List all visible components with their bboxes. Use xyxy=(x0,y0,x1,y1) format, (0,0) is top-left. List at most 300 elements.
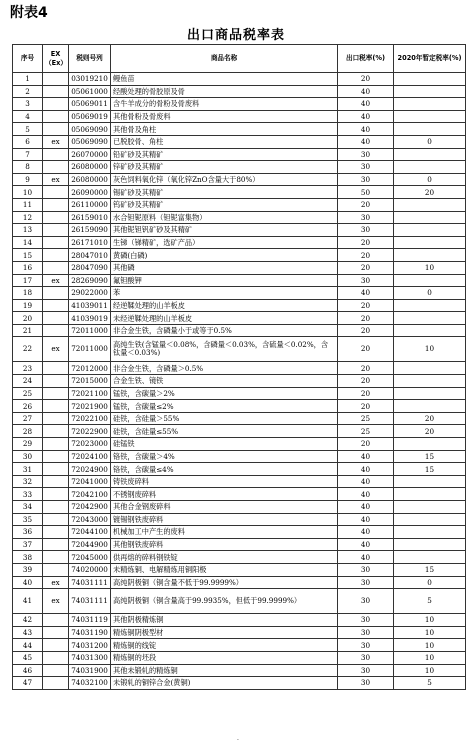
row-ex-flag xyxy=(43,400,69,413)
row-tariff-code: 29022000 xyxy=(69,287,111,300)
row-export-rate: 40 xyxy=(338,513,394,526)
row-ex-flag xyxy=(43,463,69,476)
tax-rate-table xyxy=(12,44,466,690)
table-row xyxy=(13,186,466,199)
row-tariff-code: 05061000 xyxy=(69,85,111,98)
row-export-rate: 30 xyxy=(338,576,394,589)
header-tariff-code: 税则号列 xyxy=(69,45,111,73)
row-tariff-code: 26080000 xyxy=(69,161,111,174)
row-index: 25 xyxy=(13,387,43,400)
table-row xyxy=(13,135,466,148)
row-tariff-code: 72011000 xyxy=(69,324,111,337)
row-index: 5 xyxy=(13,123,43,136)
row-product-name: 铬铁，含碳量＞4% xyxy=(111,450,338,463)
row-export-rate: 40 xyxy=(338,551,394,564)
row-index: 7 xyxy=(13,148,43,161)
row-product-name: 硅铁，含硅量＞55% xyxy=(111,412,338,425)
row-product-name: 供再熔的碎料钢铁锭 xyxy=(111,551,338,564)
row-ex-flag xyxy=(43,236,69,249)
row-export-rate: 40 xyxy=(338,450,394,463)
row-index: 20 xyxy=(13,312,43,325)
row-tariff-code: 28047090 xyxy=(69,261,111,274)
row-tariff-code: 72042100 xyxy=(69,488,111,501)
row-ex-flag xyxy=(43,614,69,627)
row-export-rate: 30 xyxy=(338,148,394,161)
row-tariff-code: 41039011 xyxy=(69,299,111,312)
row-export-rate: 40 xyxy=(338,501,394,514)
row-export-rate: 40 xyxy=(338,123,394,136)
row-export-rate: 20 xyxy=(338,236,394,249)
row-tariff-code: 74031300 xyxy=(69,651,111,664)
table-row xyxy=(13,362,466,375)
row-index: 45 xyxy=(13,651,43,664)
row-product-name: 硅铁，含硅量≤55% xyxy=(111,425,338,438)
header-ex: EX（Ex） xyxy=(43,45,69,73)
table-row xyxy=(13,463,466,476)
row-tariff-code: 41039019 xyxy=(69,312,111,325)
row-product-name: 锰铁，含碳量≤2% xyxy=(111,400,338,413)
row-product-name: 非合金生铁，含磷量小于或等于0.5% xyxy=(111,324,338,337)
row-product-name: 锰铁，含碳量＞2% xyxy=(111,387,338,400)
row-provisional-rate xyxy=(394,85,466,98)
row-provisional-rate xyxy=(394,488,466,501)
row-export-rate: 20 xyxy=(338,198,394,211)
table-row xyxy=(13,211,466,224)
row-index: 36 xyxy=(13,526,43,539)
row-ex-flag xyxy=(43,412,69,425)
row-provisional-rate: 10 xyxy=(394,626,466,639)
row-index: 21 xyxy=(13,324,43,337)
row-export-rate: 25 xyxy=(338,412,394,425)
row-export-rate: 20 xyxy=(338,312,394,325)
row-product-name: 其他阴极精炼铜 xyxy=(111,614,338,627)
row-index: 1 xyxy=(13,73,43,86)
row-tariff-code: 74031119 xyxy=(69,614,111,627)
table-row xyxy=(13,563,466,576)
row-tariff-code: 74031200 xyxy=(69,639,111,652)
table-row xyxy=(13,324,466,337)
table-row xyxy=(13,400,466,413)
row-ex-flag xyxy=(43,362,69,375)
row-provisional-rate xyxy=(394,526,466,539)
table-row xyxy=(13,438,466,451)
row-ex-flag xyxy=(43,639,69,652)
row-provisional-rate xyxy=(394,513,466,526)
row-ex-flag xyxy=(43,551,69,564)
table-row xyxy=(13,123,466,136)
row-tariff-code: 05069090 xyxy=(69,123,111,136)
row-export-rate: 30 xyxy=(338,639,394,652)
row-tariff-code: 72022900 xyxy=(69,425,111,438)
row-index: 34 xyxy=(13,501,43,514)
row-tariff-code: 74031190 xyxy=(69,626,111,639)
row-export-rate: 40 xyxy=(338,85,394,98)
row-ex-flag xyxy=(43,488,69,501)
row-ex-flag xyxy=(43,123,69,136)
row-export-rate: 40 xyxy=(338,538,394,551)
row-index: 19 xyxy=(13,299,43,312)
row-index: 30 xyxy=(13,450,43,463)
row-product-name: 氟钽酸钾 xyxy=(111,274,338,287)
row-index: 16 xyxy=(13,261,43,274)
row-product-name: 高纯阴极铜（铜含量高于99.9935%，但低于99.9999%） xyxy=(111,589,338,614)
row-provisional-rate: 20 xyxy=(394,186,466,199)
row-product-name: 水合钽铌原料（钽铌富集物） xyxy=(111,211,338,224)
row-product-name: 铸铁废碎料 xyxy=(111,475,338,488)
row-export-rate: 30 xyxy=(338,626,394,639)
row-product-name: 灰色饲料氧化锌（氧化锌ZnO含量大于80%） xyxy=(111,173,338,186)
row-ex-flag xyxy=(43,677,69,690)
row-export-rate: 20 xyxy=(338,362,394,375)
table-row xyxy=(13,110,466,123)
row-index: 37 xyxy=(13,538,43,551)
row-tariff-code: 72012000 xyxy=(69,362,111,375)
row-product-name: 钨矿砂及其精矿 xyxy=(111,198,338,211)
row-ex-flag xyxy=(43,249,69,262)
row-product-name: 精炼铜的坯段 xyxy=(111,651,338,664)
table-row xyxy=(13,651,466,664)
row-index: 2 xyxy=(13,85,43,98)
row-product-name: 经逆鞣处理的山羊板皮 xyxy=(111,299,338,312)
table-row xyxy=(13,375,466,388)
row-export-rate: 40 xyxy=(338,475,394,488)
row-export-rate: 40 xyxy=(338,287,394,300)
row-index: 35 xyxy=(13,513,43,526)
row-provisional-rate: 5 xyxy=(394,677,466,690)
row-index: 11 xyxy=(13,198,43,211)
row-ex-flag xyxy=(43,651,69,664)
row-ex-flag xyxy=(43,526,69,539)
row-export-rate: 20 xyxy=(338,375,394,388)
table-row xyxy=(13,85,466,98)
row-tariff-code: 72021100 xyxy=(69,387,111,400)
row-product-name: 其他未锻轧的精炼铜 xyxy=(111,664,338,677)
row-tariff-code: 26159090 xyxy=(69,224,111,237)
row-provisional-rate xyxy=(394,299,466,312)
row-provisional-rate: 15 xyxy=(394,463,466,476)
row-ex-flag xyxy=(43,85,69,98)
row-index: 44 xyxy=(13,639,43,652)
row-product-name: 高纯阴极铜（铜含量不低于99.9999%） xyxy=(111,576,338,589)
row-tariff-code: 72044900 xyxy=(69,538,111,551)
row-ex-flag xyxy=(43,198,69,211)
table-row xyxy=(13,589,466,614)
row-index: 41 xyxy=(13,589,43,614)
row-index: 33 xyxy=(13,488,43,501)
row-provisional-rate xyxy=(394,501,466,514)
table-row xyxy=(13,236,466,249)
row-product-name: 铅矿砂及其精矿 xyxy=(111,148,338,161)
row-ex-flag xyxy=(43,664,69,677)
row-provisional-rate: 15 xyxy=(394,450,466,463)
row-provisional-rate: 15 xyxy=(394,563,466,576)
row-ex-flag xyxy=(43,475,69,488)
row-ex-flag xyxy=(43,513,69,526)
row-product-name: 其他钢铁废碎料 xyxy=(111,538,338,551)
row-export-rate: 30 xyxy=(338,651,394,664)
row-provisional-rate: 10 xyxy=(394,614,466,627)
row-export-rate: 30 xyxy=(338,161,394,174)
row-ex-flag xyxy=(43,261,69,274)
row-product-name: 未经逆鞣处理的山羊板皮 xyxy=(111,312,338,325)
row-ex-flag xyxy=(43,438,69,451)
row-index: 38 xyxy=(13,551,43,564)
row-export-rate: 30 xyxy=(338,563,394,576)
row-tariff-code: 74032100 xyxy=(69,677,111,690)
row-export-rate: 40 xyxy=(338,463,394,476)
row-tariff-code: 26110000 xyxy=(69,198,111,211)
row-index: 3 xyxy=(13,98,43,111)
row-index: 23 xyxy=(13,362,43,375)
row-export-rate: 20 xyxy=(338,400,394,413)
row-ex-flag xyxy=(43,110,69,123)
table-row xyxy=(13,488,466,501)
row-export-rate: 20 xyxy=(338,73,394,86)
row-tariff-code: 74031111 xyxy=(69,589,111,614)
row-ex-flag xyxy=(43,73,69,86)
row-index: 18 xyxy=(13,287,43,300)
row-product-name: 机械加工中产生的废料 xyxy=(111,526,338,539)
row-tariff-code: 72024900 xyxy=(69,463,111,476)
table-row xyxy=(13,664,466,677)
row-provisional-rate: 0 xyxy=(394,135,466,148)
row-tariff-code: 74031111 xyxy=(69,576,111,589)
row-export-rate: 20 xyxy=(338,249,394,262)
row-ex-flag xyxy=(43,324,69,337)
row-index: 29 xyxy=(13,438,43,451)
table-row xyxy=(13,337,466,362)
table-row xyxy=(13,501,466,514)
table-row xyxy=(13,148,466,161)
row-index: 42 xyxy=(13,614,43,627)
row-index: 39 xyxy=(13,563,43,576)
table-row xyxy=(13,287,466,300)
table-row xyxy=(13,614,466,627)
table-row xyxy=(13,198,466,211)
row-tariff-code: 74020000 xyxy=(69,563,111,576)
row-tariff-code: 28269090 xyxy=(69,274,111,287)
row-tariff-code: 72042900 xyxy=(69,501,111,514)
row-provisional-rate xyxy=(394,123,466,136)
row-product-name: 合金生铁、镜铁 xyxy=(111,375,338,388)
row-product-name: 其他铌钽钒矿砂及其精矿 xyxy=(111,224,338,237)
row-product-name: 经酸处理的骨胶原及骨 xyxy=(111,85,338,98)
row-export-rate: 30 xyxy=(338,664,394,677)
row-index: 26 xyxy=(13,400,43,413)
table-row xyxy=(13,261,466,274)
row-ex-flag xyxy=(43,375,69,388)
row-product-name: 精炼铜阴极型材 xyxy=(111,626,338,639)
row-provisional-rate xyxy=(394,249,466,262)
row-ex-flag: ex xyxy=(43,589,69,614)
row-provisional-rate xyxy=(394,211,466,224)
row-ex-flag xyxy=(43,148,69,161)
table-row xyxy=(13,526,466,539)
row-export-rate: 20 xyxy=(338,299,394,312)
table-header-row xyxy=(13,45,466,73)
row-tariff-code: 26159010 xyxy=(69,211,111,224)
row-product-name: 未精炼铜、电解精炼用铜阳极 xyxy=(111,563,338,576)
row-product-name: 锌矿砂及其精矿 xyxy=(111,161,338,174)
row-product-name: 其他骨及角柱 xyxy=(111,123,338,136)
row-export-rate: 40 xyxy=(338,135,394,148)
row-provisional-rate xyxy=(394,375,466,388)
header-export-rate: 出口税率(%) xyxy=(338,45,394,73)
row-provisional-rate xyxy=(394,400,466,413)
row-ex-flag xyxy=(43,211,69,224)
row-tariff-code: 05069090 xyxy=(69,135,111,148)
row-ex-flag xyxy=(43,161,69,174)
row-tariff-code: 26090000 xyxy=(69,186,111,199)
table-row xyxy=(13,538,466,551)
row-product-name: 其他磷 xyxy=(111,261,338,274)
row-export-rate: 30 xyxy=(338,224,394,237)
table-row xyxy=(13,312,466,325)
row-tariff-code: 26070000 xyxy=(69,148,111,161)
row-provisional-rate xyxy=(394,387,466,400)
table-row xyxy=(13,639,466,652)
row-index: 4 xyxy=(13,110,43,123)
row-provisional-rate xyxy=(394,324,466,337)
row-ex-flag xyxy=(43,312,69,325)
row-index: 13 xyxy=(13,224,43,237)
row-ex-flag xyxy=(43,501,69,514)
row-product-name: 精炼铜的线锭 xyxy=(111,639,338,652)
row-tariff-code: 72022100 xyxy=(69,412,111,425)
row-product-name: 锡矿砂及其精矿 xyxy=(111,186,338,199)
row-ex-flag xyxy=(43,538,69,551)
row-ex-flag: ex xyxy=(43,135,69,148)
row-provisional-rate: 5 xyxy=(394,589,466,614)
table-row xyxy=(13,249,466,262)
row-provisional-rate xyxy=(394,312,466,325)
row-provisional-rate: 20 xyxy=(394,412,466,425)
row-export-rate: 30 xyxy=(338,614,394,627)
row-provisional-rate: 10 xyxy=(394,337,466,362)
row-export-rate: 20 xyxy=(338,324,394,337)
row-tariff-code: 05069011 xyxy=(69,98,111,111)
row-provisional-rate: 10 xyxy=(394,639,466,652)
row-ex-flag xyxy=(43,98,69,111)
table-row xyxy=(13,299,466,312)
row-index: 32 xyxy=(13,475,43,488)
row-export-rate: 30 xyxy=(338,274,394,287)
row-ex-flag xyxy=(43,626,69,639)
annex-label: 附表4 xyxy=(10,5,48,21)
header-index: 序号 xyxy=(13,45,43,73)
row-index: 31 xyxy=(13,463,43,476)
row-index: 28 xyxy=(13,425,43,438)
row-provisional-rate: 0 xyxy=(394,576,466,589)
row-export-rate: 30 xyxy=(338,589,394,614)
row-product-name: 含牛羊成分的骨粉及骨废料 xyxy=(111,98,338,111)
table-row xyxy=(13,224,466,237)
row-tariff-code: 03019210 xyxy=(69,73,111,86)
row-export-rate: 40 xyxy=(338,110,394,123)
row-provisional-rate: 10 xyxy=(394,261,466,274)
row-ex-flag xyxy=(43,224,69,237)
row-export-rate: 20 xyxy=(338,438,394,451)
row-tariff-code: 72011000 xyxy=(69,337,111,362)
header-product-name: 商品名称 xyxy=(111,45,338,73)
row-index: 46 xyxy=(13,664,43,677)
row-export-rate: 50 xyxy=(338,186,394,199)
row-product-name: 高纯生铁(含锰量＜0.08%，含磷量＜0.03%，含硫量＜0.02%，含钛量＜0.03%) xyxy=(111,337,338,362)
row-product-name: 生锑（锑精矿，选矿产品） xyxy=(111,236,338,249)
table-row xyxy=(13,677,466,690)
table-row xyxy=(13,274,466,287)
row-export-rate: 30 xyxy=(338,173,394,186)
row-provisional-rate xyxy=(394,362,466,375)
row-product-name: 铬铁，含碳量≤4% xyxy=(111,463,338,476)
row-index: 6 xyxy=(13,135,43,148)
row-ex-flag xyxy=(43,299,69,312)
row-provisional-rate: 0 xyxy=(394,287,466,300)
row-index: 9 xyxy=(13,173,43,186)
table-row xyxy=(13,425,466,438)
row-index: 17 xyxy=(13,274,43,287)
row-export-rate: 25 xyxy=(338,425,394,438)
row-provisional-rate: 10 xyxy=(394,664,466,677)
row-tariff-code: 72043000 xyxy=(69,513,111,526)
row-provisional-rate xyxy=(394,161,466,174)
row-ex-flag xyxy=(43,186,69,199)
row-export-rate: 20 xyxy=(338,387,394,400)
row-index: 27 xyxy=(13,412,43,425)
table-row xyxy=(13,412,466,425)
row-provisional-rate xyxy=(394,551,466,564)
table-row xyxy=(13,98,466,111)
row-export-rate: 40 xyxy=(338,488,394,501)
row-ex-flag xyxy=(43,387,69,400)
row-tariff-code: 72021900 xyxy=(69,400,111,413)
row-index: 47 xyxy=(13,677,43,690)
row-tariff-code: 26171010 xyxy=(69,236,111,249)
row-provisional-rate xyxy=(394,475,466,488)
row-provisional-rate xyxy=(394,98,466,111)
row-export-rate: 20 xyxy=(338,261,394,274)
row-tariff-code: 26080000 xyxy=(69,173,111,186)
row-ex-flag: ex xyxy=(43,337,69,362)
row-tariff-code: 72023000 xyxy=(69,438,111,451)
row-export-rate: 30 xyxy=(338,677,394,690)
row-index: 43 xyxy=(13,626,43,639)
row-tariff-code: 72045000 xyxy=(69,551,111,564)
row-tariff-code: 72044100 xyxy=(69,526,111,539)
row-product-name: 不锈钢废碎料 xyxy=(111,488,338,501)
header-provisional-rate: 2020年暂定税率(%) xyxy=(394,45,466,73)
row-export-rate: 40 xyxy=(338,98,394,111)
row-ex-flag: ex xyxy=(43,274,69,287)
row-provisional-rate xyxy=(394,274,466,287)
row-ex-flag xyxy=(43,563,69,576)
row-index: 8 xyxy=(13,161,43,174)
row-product-name: 未锻轧的铜锌合金(黄铜) xyxy=(111,677,338,690)
row-provisional-rate: 10 xyxy=(394,651,466,664)
row-index: 14 xyxy=(13,236,43,249)
row-provisional-rate: 20 xyxy=(394,425,466,438)
table-row xyxy=(13,161,466,174)
table-row xyxy=(13,513,466,526)
row-provisional-rate xyxy=(394,73,466,86)
row-export-rate: 40 xyxy=(338,526,394,539)
row-index: 22 xyxy=(13,337,43,362)
table-row xyxy=(13,73,466,86)
row-index: 24 xyxy=(13,375,43,388)
page-dot: · xyxy=(237,737,239,744)
row-ex-flag xyxy=(43,450,69,463)
table-row xyxy=(13,387,466,400)
